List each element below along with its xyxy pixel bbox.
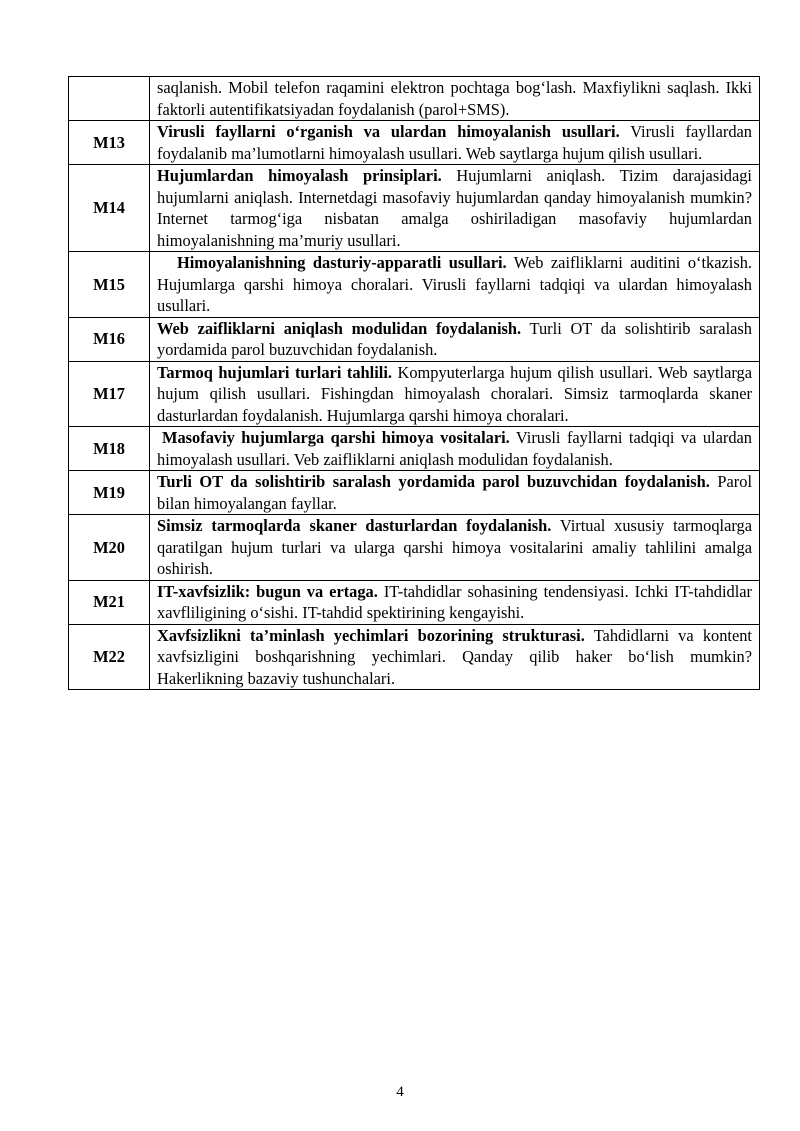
module-code: M18: [69, 427, 150, 471]
module-text: Hujumlarni aniqlash. Tizim darajasidagi hujumlarni aniqlash. Internetdagi masofaviy hujumlardan qanday himoyalanish mumkin? Internet tarmog‘iga nisbatan amalga oshiriladigan masofaviy hujumlardan himoyalanishning ma’muriy usullari.: [157, 166, 752, 250]
module-text: Parol bilan himoyalangan fayllar.: [157, 472, 752, 513]
module-description: [150, 624, 760, 690]
module-text: saqlanish. Mobil telefon raqamini elektron pochtaga bog‘lash. Maxfiylikni saqlash. Ikki faktorli autentifikatsiyadan foydalanish (parol+SMS).: [157, 78, 752, 119]
module-description: [150, 77, 760, 121]
module-text: Kompyuterlarga hujum qilish usullari. Web saytlarga hujum qilish usullari. Fishingdan himoyalash choralari. Simsiz tarmoqlarda skaner dasturlardan foydalanish. Hujumlarga qarshi himoya choralari.: [157, 362, 753, 425]
module-description: [150, 252, 760, 318]
module-description: [150, 471, 760, 515]
table-row: [69, 165, 760, 252]
table-row: [69, 121, 760, 165]
module-description: [150, 121, 760, 165]
module-description: [150, 361, 760, 427]
table-row: [69, 624, 760, 690]
module-description: [150, 165, 760, 252]
table-row: [69, 317, 760, 361]
module-description: [150, 317, 760, 361]
module-code: M22: [69, 624, 150, 690]
module-code: M13: [69, 121, 150, 165]
module-text: Virusli fayllarni tadqiqi va ulardan himoyalash usullari. Veb zaifliklarni aniqlash modulidan foydalanish.: [157, 428, 752, 469]
module-code: M15: [69, 252, 150, 318]
table-row: [69, 361, 760, 427]
table-row: [69, 252, 760, 318]
module-code: M16: [69, 317, 150, 361]
module-text: Tahdidlarni va kontent xavfsizligini boshqarishning yechimlari. Qanday qilib haker bo‘lish mumkin? Hakerlikning bazaviy tushunchalari.: [157, 625, 752, 688]
module-code: M14: [69, 165, 150, 252]
module-title: Turli OT da solishtirib saralash yordamida parol buzuvchidan foydalanish.: [157, 472, 710, 491]
module-title: Himoyalanishning dasturiy-apparatli usullari.: [177, 253, 507, 272]
module-text: Virusli fayllardan foydalanib ma’lumotlarni himoyalash usullari. Web saytlarga hujum qilish usullari.: [157, 122, 752, 163]
module-code: M17: [69, 361, 150, 427]
module-topics-table: [68, 76, 760, 690]
module-code: M19: [69, 471, 150, 515]
table-row: [69, 580, 760, 624]
module-description: [150, 427, 760, 471]
module-title: Masofaviy hujumlarga qarshi himoya vositalari.: [162, 428, 510, 447]
module-description: [150, 515, 760, 581]
module-title: Simsiz tarmoqlarda skaner dasturlardan foydalanish.: [157, 516, 552, 535]
module-text: Web zaifliklarni auditini o‘tkazish. Hujumlarga qarshi himoya choralari. Virusli fayllarni tadqiqi va ulardan himoyalash usullari.: [157, 253, 752, 315]
module-text: Virtual xususiy tarmoqlarga qaratilgan hujum turlari va ularga qarshi himoya vositalarini amaliy tahlilini amalga oshirish.: [157, 516, 752, 578]
module-text: Turli OT da solishtirib saralash yordamida parol buzuvchidan foydalanish.: [157, 318, 752, 359]
module-description: [150, 580, 760, 624]
table-row: [69, 77, 760, 121]
table-row: [69, 427, 760, 471]
module-title: Virusli fayllarni o‘rganish va ulardan himoyalanish usullari.: [157, 122, 620, 141]
table-row: [69, 515, 760, 581]
module-title: Hujumlardan himoyalash prinsiplari.: [157, 166, 442, 185]
module-code: M21: [69, 580, 150, 624]
page-number: 4: [396, 1084, 404, 1100]
module-text: IT-tahdidlar sohasining tendensiyasi. Ichki IT-tahdidlar xavfliligining o‘sishi. IT-tahdid spektirining kengayishi.: [157, 581, 752, 622]
module-title: Xavfsizlikni ta’minlash yechimlari bozorining strukturasi.: [157, 625, 585, 645]
table-row: [69, 471, 760, 515]
module-code: [69, 77, 150, 121]
module-title: Web zaifliklarni aniqlash modulidan foydalanish.: [157, 318, 522, 338]
module-title: Tarmoq hujumlari turlari tahlili.: [157, 362, 392, 382]
module-code: M20: [69, 515, 150, 581]
module-title: IT-xavfsizlik: bugun va ertaga.: [157, 581, 378, 601]
